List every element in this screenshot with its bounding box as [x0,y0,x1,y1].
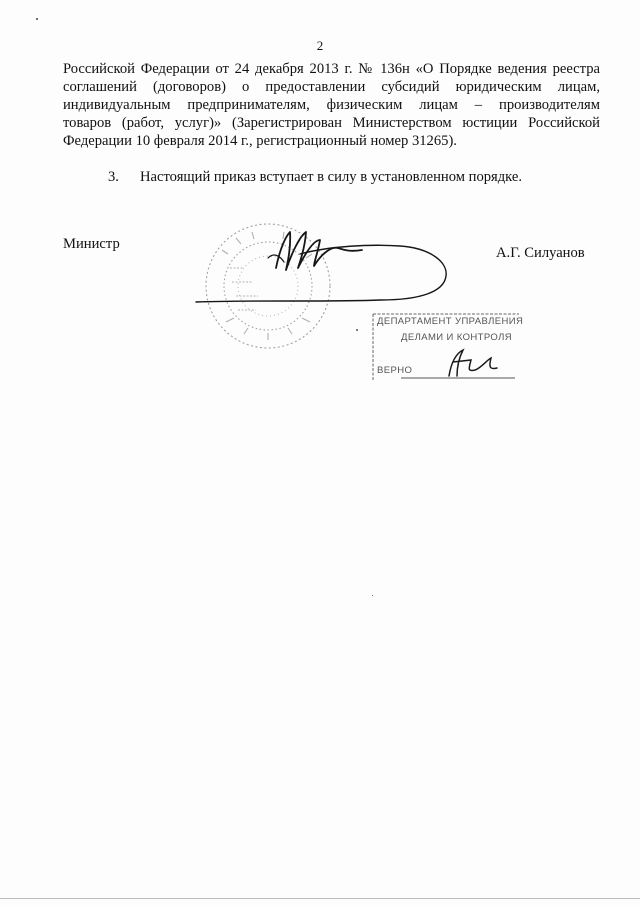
scan-speck [372,595,373,596]
signatory-position: Министр [63,236,120,252]
item-text: Настоящий приказ вступает в силу в установленном порядке. [140,169,523,185]
stamp-line-1: ДЕПАРТАМЕНТ УПРАВЛЕНИЯ [377,316,524,327]
stamp-line-2: ДЕЛАМИ И КОНТРОЛЯ [401,332,512,343]
ink-dot-icon [356,329,358,331]
item-number: 3. [108,169,119,185]
paragraph-line: Российской Федерации от 24 декабря 2013 г. № 136н «О Порядке ведения реестра [63,61,600,77]
page-number: 2 [316,38,324,53]
minister-signature-icon [196,232,446,302]
paragraph-line: соглашений (договоров) о предоставлении субсидий юридическим лицам, [63,79,600,95]
stamp-verno: ВЕРНО [377,365,413,376]
scan-speck [36,18,38,20]
signatory-name: А.Г. Силуанов [496,245,585,261]
paragraph-line: индивидуальным предпринимателям, физическим лицам – производителям [63,97,600,113]
paragraph-line: товаров (работ, услуг)» (Зарегистрирован Министерством юстиции Российской [63,115,600,131]
certification-stamp [371,310,524,382]
round-seal-icon [206,224,330,348]
paragraph-line: Федерации 10 февраля 2014 г., регистрационный номер 31265). [63,133,457,149]
page-bottom-edge [0,898,640,899]
